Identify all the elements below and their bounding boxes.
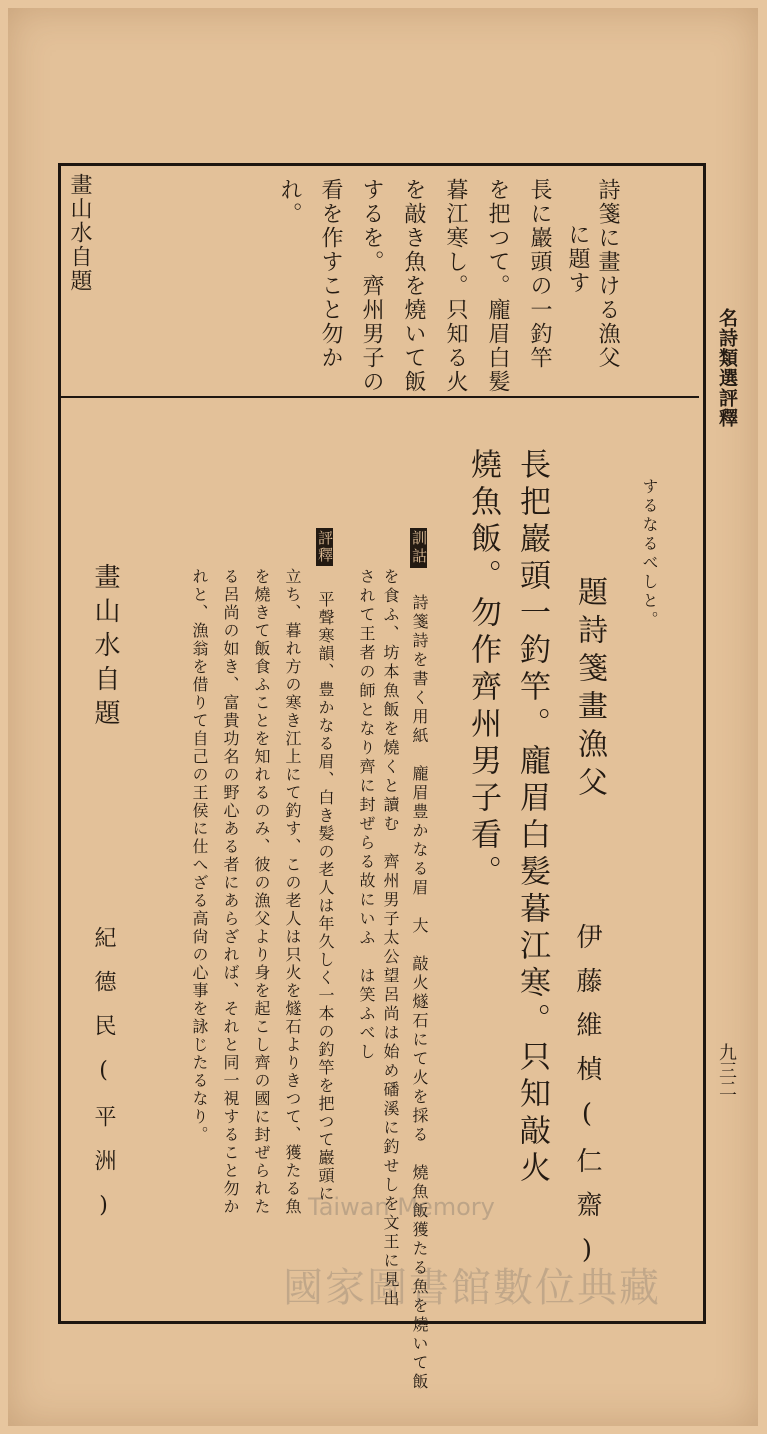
page-number: 九三二 (716, 1043, 737, 1097)
poem-line: 長把巖頭一釣竿。龐眉白髪暮江寒。只知敲火 (514, 448, 550, 1188)
running-header-title: 名詩類選評釋 (716, 308, 738, 428)
top-column: 看を作すこと勿か (318, 178, 343, 370)
carry-over-line: するなるべしと。 (640, 478, 659, 630)
top-column: するを。齊州男子の (359, 178, 384, 394)
commentary-column: れと、漁翁を借りて自己の王侯に仕へざる高尙の心事を詠じたるなり。 (190, 568, 209, 1144)
watermark-chinese: 國家圖書館數位典藏 (283, 1265, 661, 1311)
notes-label: 訓詁 (410, 530, 428, 566)
poem-title: 題詩箋畫漁父 (572, 576, 607, 804)
notes-text: 詩箋詩を書く用紙 龐眉豊かなる眉 大 敲火燧石にて火を採る 燒魚飯獲たる魚を燒いて飯 (410, 594, 429, 1392)
poem-author: 伊藤維楨(仁齋) (572, 923, 602, 1283)
top-column: れ。 (277, 178, 302, 226)
top-column: 暮江寒し。只知る火 (443, 178, 468, 394)
watermark-english: Taiwan Memory (308, 1193, 495, 1221)
top-column: に題す (565, 223, 590, 295)
commentary-column: を燒きて飯食ふことを知れるのみ、彼の漁父より身を起こし齊の國に封ぜられた (252, 568, 271, 1216)
commentary-text: 平聲寒韻、豊かなる眉、白き髪の老人は年久しく一本の釣竿を把つて巖頭に (316, 591, 335, 1203)
top-column: 長に巖頭の一釣竿 (527, 178, 552, 370)
notes-column: を食ふ、坊本魚飯を燒くと讀む 齊州男子太公望呂尚は始め磻溪に釣せしを文王に見出 (381, 568, 400, 1309)
top-column: を敲き魚を燒いて飯 (401, 178, 426, 394)
section-divider (59, 396, 699, 398)
next-poem-author: 紀德民(平洲) (91, 926, 116, 1240)
top-next-title: 畫山水自題 (67, 173, 92, 293)
commentary-column: 立ち、暮れ方の寒き江上にて釣す、この老人は只火を燧石よりきつて、獲たる魚 (283, 568, 302, 1216)
commentary-column: る呂尚の如き、富貴功名の野心ある者にあらざれば、それと同一視すること勿か (221, 568, 240, 1216)
top-column: を把つて。龐眉白髪 (485, 178, 510, 394)
commentary-label: 評釋 (316, 530, 334, 564)
next-poem-title: 畫山水自題 (90, 563, 120, 733)
book-page (8, 8, 758, 1426)
top-column: 詩箋に畫ける漁父 (595, 178, 620, 370)
notes-column: されて王者の師となり齊に封ぜらる故にいふ は笑ふべし (357, 568, 376, 1062)
commentary-column (316, 528, 333, 1203)
poem-line: 燒魚飯。勿作齊州男子看。 (465, 448, 501, 892)
